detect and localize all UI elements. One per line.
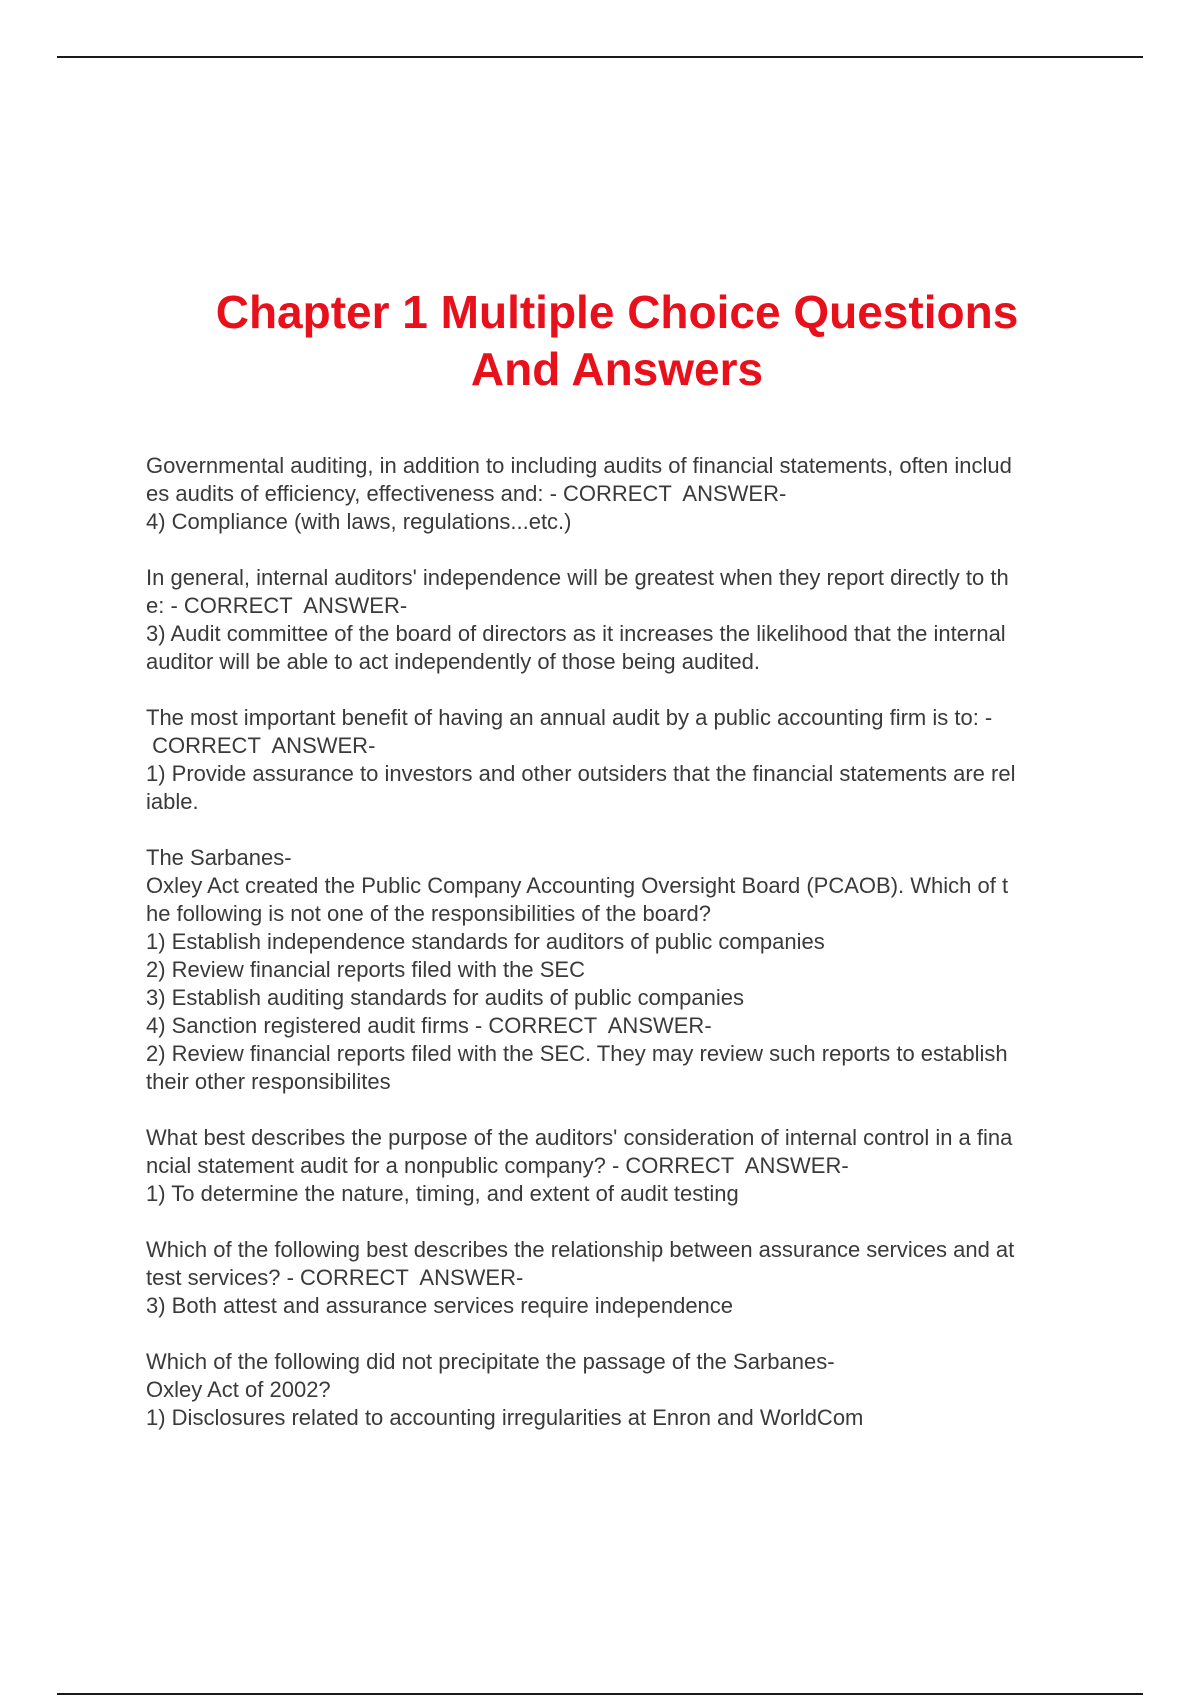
qa-item: [146, 564, 1086, 676]
qa-text-line: Governmental auditing, in addition to including audits of financial statements, often includ: [146, 453, 1012, 478]
qa-text-line: he following is not one of the responsibilities of the board?: [146, 901, 712, 926]
qa-text-line: 3) Establish auditing standards for audits of public companies: [146, 985, 745, 1010]
qa-text-line: Oxley Act created the Public Company Accounting Oversight Board (PCAOB). Which of t: [146, 873, 1009, 898]
qa-item: [146, 1124, 1086, 1208]
qa-text-line: What best describes the purpose of the auditors' consideration of internal control in a fina: [146, 1125, 1013, 1150]
qa-text-line: iable.: [146, 789, 199, 814]
page-title: [100, 284, 1134, 398]
qa-text-line: 4) Sanction registered audit firms - CORRECT ANSWER-: [146, 1013, 712, 1038]
bottom-rule: [57, 1693, 1143, 1695]
qa-text-line: Which of the following best describes the relationship between assurance services and at: [146, 1237, 1015, 1262]
title-line-2: And Answers: [470, 343, 764, 395]
qa-item: [146, 704, 1086, 816]
qa-text-line: 3) Audit committee of the board of directors as it increases the likelihood that the internal: [146, 621, 1006, 646]
qa-text-line: e: - CORRECT ANSWER-: [146, 593, 408, 618]
qa-text-line: 3) Both attest and assurance services require independence: [146, 1293, 734, 1318]
qa-item: [146, 1236, 1086, 1320]
qa-text-line: The most important benefit of having an annual audit by a public accounting firm is to: -: [146, 705, 993, 730]
qa-text-line: In general, internal auditors' independence will be greatest when they report directly to th: [146, 565, 1009, 590]
qa-text-line: 4) Compliance (with laws, regulations...etc.): [146, 509, 572, 534]
qa-text-line: 1) To determine the nature, timing, and extent of audit testing: [146, 1181, 739, 1206]
qa-text-line: Which of the following did not precipitate the passage of the Sarbanes-: [146, 1349, 835, 1374]
qa-item: [146, 844, 1086, 1096]
qa-text-line: 2) Review financial reports filed with the SEC: [146, 957, 585, 982]
qa-item: [146, 452, 1086, 536]
qa-text-line: test services? - CORRECT ANSWER-: [146, 1265, 524, 1290]
qa-text-line: The Sarbanes-: [146, 845, 292, 870]
qa-text-line: ncial statement audit for a nonpublic company? - CORRECT ANSWER-: [146, 1153, 849, 1178]
qa-text-line: auditor will be able to act independently of those being audited.: [146, 649, 760, 674]
qa-text-line: 1) Disclosures related to accounting irregularities at Enron and WorldCom: [146, 1405, 864, 1430]
qa-list: [146, 452, 1086, 1460]
qa-text-line: Oxley Act of 2002?: [146, 1377, 331, 1402]
qa-item: [146, 1348, 1086, 1432]
qa-text-line: 1) Establish independence standards for auditors of public companies: [146, 929, 825, 954]
title-line-1: Chapter 1 Multiple Choice Questions: [215, 286, 1019, 338]
qa-text-line: 1) Provide assurance to investors and other outsiders that the financial statements are rel: [146, 761, 1016, 786]
qa-text-line: CORRECT ANSWER-: [146, 733, 376, 758]
top-rule: [57, 56, 1143, 58]
qa-text-line: 2) Review financial reports filed with the SEC. They may review such reports to establish: [146, 1041, 1008, 1066]
qa-text-line: es audits of efficiency, effectiveness and: - CORRECT ANSWER-: [146, 481, 787, 506]
qa-text-line: their other responsibilites: [146, 1069, 391, 1094]
